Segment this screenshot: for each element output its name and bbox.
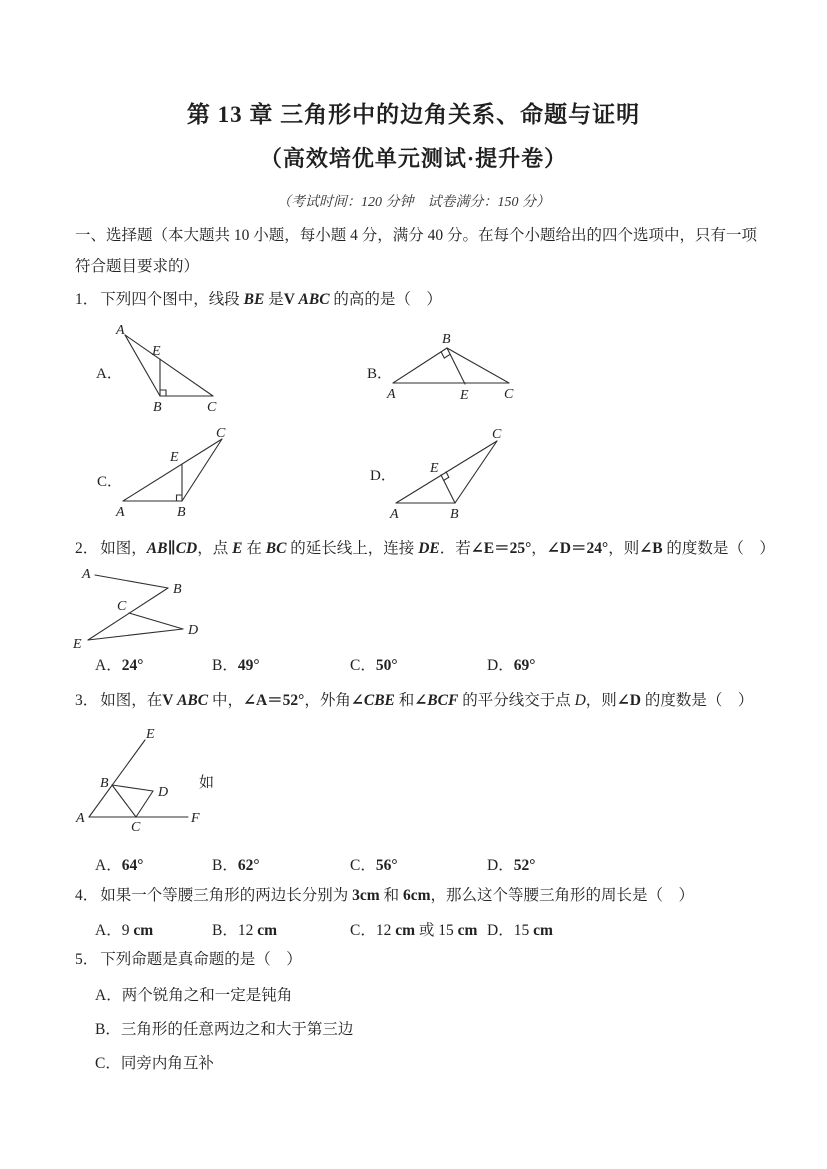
option-value: 69° — [513, 657, 536, 674]
option-label: B． — [212, 922, 238, 939]
text-run: 和 — [379, 887, 403, 904]
q2-option-d — [487, 653, 535, 675]
q1-option-b-label: B． — [367, 366, 393, 382]
text-run: ∥ — [167, 540, 176, 557]
option-value: 64° — [121, 857, 144, 874]
vertex-label-c: C — [117, 599, 127, 614]
option-label: A． — [95, 987, 122, 1004]
text-run: D — [574, 692, 586, 709]
text-run: ， — [531, 540, 547, 557]
question-4-number: 4． — [75, 887, 99, 904]
option-label: A． — [95, 657, 122, 674]
q1-figure-c — [95, 428, 255, 523]
vertex-label-c: C — [216, 426, 226, 441]
text-run: 下列四个图中，线段 — [100, 291, 244, 308]
edge-ab — [393, 348, 447, 383]
segment-bd — [112, 785, 153, 791]
option-label: B． — [95, 1021, 121, 1038]
option-text: 两个锐角之和一定是钝角 — [121, 987, 293, 1004]
q4-option-b — [212, 918, 277, 940]
right-angle-mark — [160, 390, 166, 396]
text-run: E — [232, 540, 243, 557]
option-label: D． — [487, 857, 514, 874]
option-value: 12 — [237, 922, 258, 939]
question-5-number: 5． — [75, 951, 99, 968]
text-run: 在 — [242, 540, 266, 557]
text-run: ，则 — [608, 540, 640, 557]
text-run: 3cm — [352, 887, 380, 904]
question-1-number: 1． — [75, 291, 99, 308]
option-label: D． — [487, 657, 514, 674]
text-run: 如图，在 — [100, 692, 163, 709]
option-label: B． — [212, 657, 238, 674]
q5-option-a — [95, 983, 292, 1005]
text-run: ．若 — [439, 540, 471, 557]
text-run: 的度数是（ ） — [662, 540, 775, 557]
exam-info: （考试时间：120 分钟 试卷满分：150 分） — [277, 195, 550, 210]
right-angle-mark — [177, 495, 183, 501]
option-value: 或 15 — [415, 922, 458, 939]
q2-figure — [70, 560, 210, 655]
segment-ab — [95, 575, 168, 588]
segment-cd — [129, 613, 183, 629]
option-label: D． — [487, 922, 514, 939]
text-run: 的延长线上，连接 — [286, 540, 419, 557]
vertex-label-b: B — [100, 776, 109, 791]
stray-text: 如 — [199, 775, 215, 791]
vertex-label-e: E — [152, 344, 161, 359]
vertex-label-e: E — [73, 637, 82, 652]
q1-option-d-label: D． — [370, 468, 396, 484]
vertex-label-c: C — [131, 820, 141, 835]
text-run: ∠CBE — [350, 692, 395, 709]
text-run: ∠A＝52° — [242, 692, 305, 709]
right-angle-mark — [441, 352, 450, 358]
q4-options-row — [0, 918, 827, 940]
segment-eb — [441, 475, 455, 503]
option-unit: cm — [395, 922, 416, 939]
text-run: ∠BCF — [414, 692, 459, 709]
option-label: C． — [95, 1055, 121, 1072]
option-value: 12 — [375, 922, 396, 939]
vertex-label-d: D — [188, 623, 199, 638]
option-label: A． — [95, 857, 122, 874]
question-3-number: 3． — [75, 692, 99, 709]
vertex-label-b: B — [450, 507, 459, 522]
q3-option-a — [95, 853, 143, 875]
text-run: 是 — [264, 291, 284, 308]
option-value: 9 — [121, 922, 134, 939]
text-run: V — [162, 692, 178, 709]
text-run: 和 — [394, 692, 415, 709]
option-label: C． — [350, 657, 376, 674]
option-value: 52° — [513, 857, 536, 874]
vertex-label-d: D — [158, 785, 169, 800]
text-run: DE — [418, 540, 440, 557]
vertex-label-a: A — [116, 505, 125, 520]
option-unit: cm — [133, 922, 154, 939]
vertex-label-c: C — [207, 400, 217, 415]
vertex-label-a: A — [82, 567, 91, 582]
page-title: 第 13 章 三角形中的边角关系、命题与证明 — [186, 102, 641, 127]
vertex-label-f: F — [191, 811, 200, 826]
text-run: 如图， — [100, 540, 147, 557]
edge-bc — [182, 439, 222, 501]
edge-ac — [125, 335, 213, 396]
text-run: 6cm — [402, 887, 431, 904]
option-label: C． — [350, 922, 376, 939]
q3-option-c — [350, 853, 398, 875]
vertex-label-b: B — [153, 400, 162, 415]
question-1-text — [75, 289, 810, 310]
text-run: ，点 — [197, 540, 233, 557]
vertex-label-a: A — [76, 811, 85, 826]
q2-options-row — [0, 653, 827, 675]
text-run: ABC — [177, 692, 209, 709]
q2-option-c — [350, 653, 398, 675]
question-2-number: 2． — [75, 540, 99, 557]
q1-option-a-label: A． — [96, 366, 122, 382]
edge-bc — [455, 441, 497, 503]
text-run: AB — [146, 540, 168, 557]
vertex-label-b: B — [442, 332, 451, 347]
page-subtitle: （高效培优单元测试·提升卷） — [259, 146, 568, 171]
text-run: ABC — [298, 291, 330, 308]
text-run: 如果一个等腰三角形的两边长分别为 — [100, 887, 353, 904]
q1-figure-d — [368, 428, 528, 523]
question-3-text — [75, 690, 810, 711]
option-text: 同旁内角互补 — [120, 1055, 214, 1072]
text-run: 的高的是（ ） — [329, 291, 442, 308]
q4-option-a — [95, 918, 153, 940]
vertex-label-b: B — [173, 582, 182, 597]
vertex-label-e: E — [170, 450, 179, 465]
option-unit: cm — [457, 922, 478, 939]
vertex-label-e: E — [430, 461, 439, 476]
q1-option-c-label: C． — [97, 474, 123, 490]
edge-ac — [123, 439, 222, 501]
option-label: C． — [350, 857, 376, 874]
option-value: 62° — [237, 857, 260, 874]
text-run: BE — [243, 291, 265, 308]
vertex-label-a: A — [390, 507, 399, 522]
vertex-label-a: A — [116, 323, 125, 338]
q1-figure-a — [85, 325, 235, 420]
q2-option-b — [212, 653, 260, 675]
q3-option-b — [212, 853, 260, 875]
vertex-label-a: A — [387, 387, 396, 402]
vertex-label-c: C — [492, 427, 502, 442]
option-unit: cm — [533, 922, 553, 939]
text-run: ，那么这个等腰三角形的周长是（ ） — [430, 887, 695, 904]
question-4-text — [75, 885, 810, 906]
option-value: 49° — [237, 657, 260, 674]
q4-option-d — [487, 918, 553, 940]
option-value: 56° — [375, 857, 398, 874]
question-5-text — [75, 949, 810, 970]
text-run: 的度数是（ ） — [640, 692, 754, 709]
option-unit: cm — [257, 922, 278, 939]
option-value: 15 — [513, 922, 534, 939]
q1-figure-b — [360, 330, 530, 405]
option-value: 50° — [375, 657, 398, 674]
text-run: 的平分线交于点 — [458, 692, 575, 709]
option-value: 24° — [121, 657, 144, 674]
text-run: ∠E＝25° — [470, 540, 532, 557]
text-run: 中， — [208, 692, 243, 709]
vertex-label-e: E — [460, 388, 469, 403]
text-run: BC — [265, 540, 287, 557]
vertex-label-e: E — [146, 727, 155, 742]
ray-ae — [89, 740, 145, 817]
segment-bc — [112, 785, 136, 817]
option-text: 三角形的任意两边之和大于第三边 — [120, 1021, 354, 1038]
text-run: ∠D — [616, 692, 641, 709]
text-run: ∠B — [639, 540, 663, 557]
question-2-text — [75, 538, 810, 559]
vertex-label-b: B — [177, 505, 186, 520]
option-label: B． — [212, 857, 238, 874]
vertex-label-c: C — [504, 387, 514, 402]
section-heading: 一、选择题（本大题共 10 小题，每小题 4 分，满分 40 分。在每个小题给出的四个选项中，只有一项符合题目要求的） — [75, 227, 758, 275]
text-run: CD — [175, 540, 198, 557]
q2-option-a — [95, 653, 143, 675]
q5-option-b — [95, 1017, 353, 1039]
segment-cd — [136, 791, 153, 817]
q4-option-c — [350, 918, 477, 940]
option-label: A． — [95, 922, 122, 939]
q3-option-d — [487, 853, 535, 875]
q3-options-row — [0, 853, 827, 875]
q5-option-c — [95, 1051, 214, 1073]
text-run: V — [283, 291, 299, 308]
text-run: ∠D＝24° — [546, 540, 609, 557]
text-run: 下列命题是真命题的是（ ） — [100, 951, 302, 968]
text-run: ，外角 — [304, 692, 351, 709]
text-run: ，则 — [585, 692, 617, 709]
